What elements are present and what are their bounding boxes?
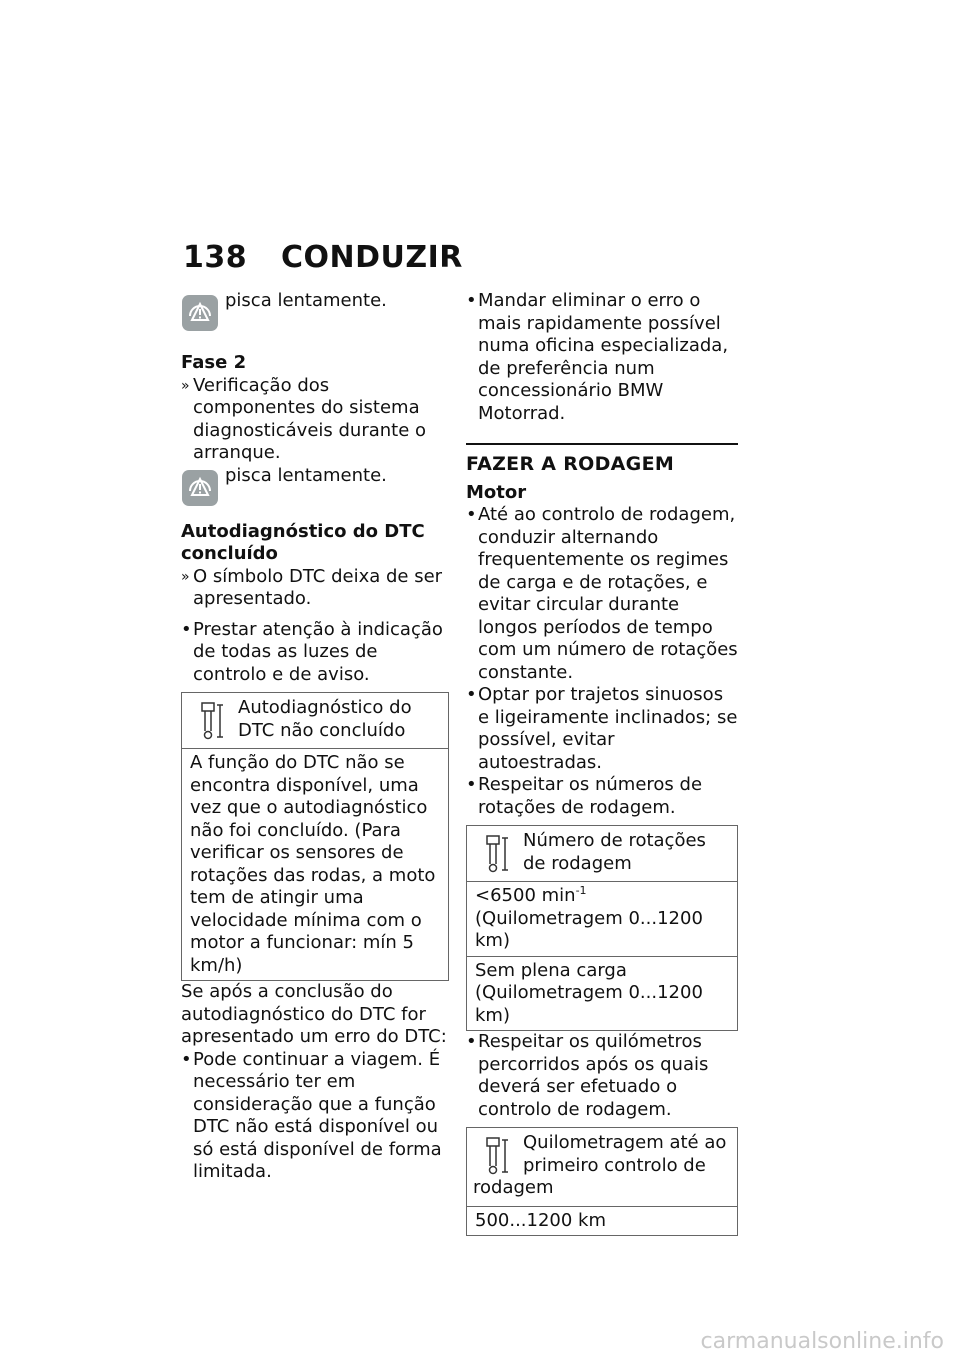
spec-tool-icon <box>485 834 509 874</box>
arrow-mark: » <box>181 377 190 394</box>
bullet-item <box>181 619 449 687</box>
page-header <box>183 240 463 275</box>
info-box-rpm <box>466 825 738 1031</box>
info-box-row <box>467 882 737 956</box>
phase-2-text: Verificação dos componentes do sistema diagnosticáveis durante o arranque. <box>193 374 427 463</box>
info-box-dtc <box>181 692 449 981</box>
bullet-text: Mandar eliminar o erro o mais rapidamente possível numa oficina especializada, de preferência num concessionário BMW Motorrad. <box>478 290 729 424</box>
info-box-header <box>467 1128 737 1207</box>
bullet-mark: • <box>466 1031 477 1052</box>
bullet-text: Respeitar os números de rotações de rodagem. <box>478 774 703 818</box>
bullet-text: Optar por trajetos sinuosos e ligeiramente inclinados; se possível, evitar autoestradas. <box>478 684 738 773</box>
rpm-value: <6500 min <box>475 885 576 906</box>
info-box-header <box>182 693 448 749</box>
rpm-range: (Quilometragem 0...1200 km) <box>475 907 703 951</box>
info-box-row: Sem plena carga (Quilometragem 0...1200 km) <box>467 956 737 1031</box>
bullet-mark: • <box>181 1048 192 1070</box>
spec-tool-icon <box>485 1136 509 1176</box>
page-number: 138 <box>183 240 248 275</box>
bullet-text: Prestar atenção à indicação de todas as luzes de controlo e de aviso. <box>193 618 443 685</box>
after-box-text: Se após a conclusão do autodiagnóstico do DTC for apresentado um erro do DTC: <box>181 981 447 1047</box>
section-title: FAZER A RODAGEM <box>466 453 675 475</box>
spec-tool-icon <box>200 701 224 741</box>
bullet-item <box>181 1049 449 1184</box>
right-column <box>466 290 738 1236</box>
bullet-text: Até ao controlo de rodagem, conduzir alternando frequentemente os regimes de carga e de rotações, e evitar circular durante longos períodos de tempo com um número de rotações constante. <box>478 504 738 683</box>
info-box-header <box>467 826 737 882</box>
dtc-warning-light-icon <box>181 469 219 507</box>
phase-2-heading: Fase 2 <box>181 352 247 373</box>
info-box-title: Número de rotações de rodagem <box>523 830 706 874</box>
bullet-text: Respeitar os quilómetros percorridos após os quais deverá ser efetuado o controlo de rodagem. <box>478 1031 709 1120</box>
warning-row-2 <box>181 465 449 507</box>
arrow-mark: » <box>181 568 190 585</box>
watermark: carmanualsonline.info <box>700 1329 944 1354</box>
info-box-body: A função do DTC não se encontra disponível, uma vez que o autodiagnóstico não foi concluído. (Para verificar os sensores de rotações das rodas, a moto tem de atingir uma velocidade mínima com o motor a funcionar: mín 5 km/h) <box>190 752 436 976</box>
warning-row-1 <box>181 290 449 332</box>
info-box-mileage <box>466 1127 738 1236</box>
self-diagnosis-text: O símbolo DTC deixa de ser apresentado. <box>193 565 443 609</box>
section-rule <box>466 443 738 445</box>
bullet-mark: • <box>466 774 477 795</box>
info-box-title: Quilometragem até ao primeiro controlo de rodagem <box>473 1132 727 1198</box>
left-column <box>181 290 449 1184</box>
bullet-item <box>466 1031 738 1121</box>
bullet-item <box>466 774 738 819</box>
bullet-mark: • <box>181 618 192 640</box>
self-diagnosis-heading: Autodiagnóstico do DTC concluído <box>181 520 425 564</box>
dtc-warning-light-icon <box>181 294 219 332</box>
chapter-title: CONDUZIR <box>281 240 463 275</box>
self-diagnosis-item <box>181 566 449 611</box>
bullet-item <box>466 290 738 425</box>
bullet-text: Pode continuar a viagem. É necessário ter em consideração que a função DTC não está disponível ou só está disponível de forma limitada. <box>193 1048 442 1182</box>
bullet-mark: • <box>466 504 477 525</box>
bullet-mark: • <box>466 684 477 705</box>
phase-2-item <box>181 375 449 465</box>
motor-heading: Motor <box>466 481 527 503</box>
blink-text-2: pisca lentamente. <box>225 464 387 486</box>
bullet-mark: • <box>466 290 477 311</box>
info-box-row: 500...1200 km <box>475 1209 607 1231</box>
blink-text-1: pisca lentamente. <box>225 290 387 311</box>
info-box-title: Autodiagnóstico do DTC não concluído <box>238 697 412 741</box>
bullet-item <box>466 504 738 684</box>
bullet-item <box>466 684 738 774</box>
rpm-unit-exponent: -1 <box>575 884 587 897</box>
